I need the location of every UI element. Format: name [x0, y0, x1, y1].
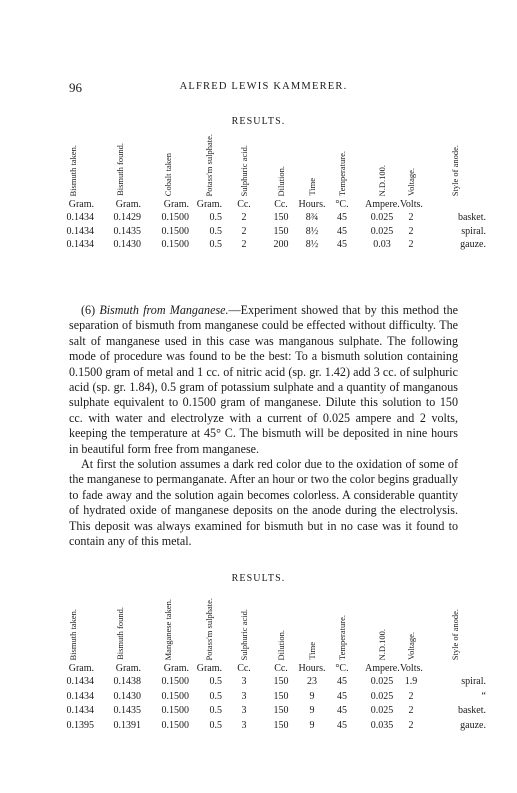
table2-cell: 45 — [337, 676, 347, 687]
table2-unit-5: Cc. — [274, 663, 288, 674]
table1-cell: 45 — [337, 225, 347, 237]
table2-cell: 45 — [337, 719, 347, 731]
running-title: ALFRED LEWIS KAMMERER. — [179, 81, 348, 92]
table1-cell: 0.025 — [370, 225, 394, 237]
table2-cell: 23 — [307, 676, 317, 687]
table2-cell: 0.1434 — [66, 705, 94, 716]
table2-header-dilution: Dilution. — [275, 630, 286, 661]
table2-cell: 0.1434 — [66, 676, 94, 687]
table2-cell: 0.025 — [370, 690, 394, 702]
table2-cell: 2 — [408, 719, 414, 731]
table1-cell: 0.1500 — [161, 225, 189, 237]
table2-cell: 0.1391 — [113, 719, 141, 731]
table2-header-n-d-100: N.D.100. — [376, 629, 387, 661]
table1-cell: 0.1435 — [113, 225, 141, 237]
table2-unit-4: Cc. — [237, 663, 251, 674]
table1-cell: 2 — [241, 225, 247, 237]
table1-unit-1: Gram. — [115, 199, 141, 210]
table2-unit-8: Ampere. — [365, 663, 400, 674]
table1-cell: 8½ — [305, 225, 319, 237]
paragraph-2: At first the solution assumes a dark red color due to the oxidation of some of the manganese to permanganate. After an hour or two the color begins gradually to fade away and the solution again becomes colorless. A considerable quantity of hydrated oxide of manganese deposits on the anode during the electrolysis. This deposit was always examined for bismuth but in no case was it found to contain any of this metal. — [69, 457, 458, 549]
table2-cell: 2 — [408, 705, 414, 716]
table2-header-voltage: Voltage. — [405, 632, 416, 660]
table1-cell: 0.1500 — [161, 212, 189, 223]
table2-cell: 0.1430 — [113, 690, 141, 702]
table1-cell: basket. — [457, 212, 486, 223]
table2-header-temperature: Temperature. — [336, 615, 347, 660]
table2-cell: 150 — [273, 690, 289, 702]
table1-cell: 0.1434 — [66, 212, 94, 223]
table1-header-bismuth-found: Bismuth found. — [114, 143, 125, 196]
table1-unit-6: Hours. — [298, 199, 326, 210]
table2-cell: 0.1500 — [161, 690, 189, 702]
table1-header-time: Time — [306, 178, 317, 196]
table2-unit-0: Gram. — [68, 663, 94, 674]
table1-title: RESULTS. — [231, 116, 286, 127]
table1-unit-7: °C. — [335, 199, 349, 210]
table1-cell: 8½ — [305, 239, 319, 250]
table1-cell: 150 — [273, 212, 289, 223]
table2-cell: 9 — [309, 719, 315, 731]
table2-unit-6: Hours. — [298, 663, 326, 674]
table2-unit-9: Volts. — [400, 663, 423, 674]
table2-cell: 0.5 — [209, 705, 222, 716]
table1-unit-0: Gram. — [68, 199, 94, 210]
table2-cell: 0.1434 — [66, 690, 94, 702]
table2-cell: 45 — [337, 705, 347, 716]
table2-cell: 0.5 — [209, 676, 222, 687]
table2-cell: 9 — [309, 690, 315, 702]
table1-cell: 0.5 — [209, 212, 222, 223]
table2-cell: 150 — [273, 676, 289, 687]
table2-cell: 45 — [337, 690, 347, 702]
table1-header-bismuth-taken: Bismuth taken. — [67, 145, 78, 197]
table1-header-potass-m-sulphate: Potass'm sulphate. — [203, 134, 214, 197]
table2-header-style-of-anode: Style of anode. — [449, 609, 460, 661]
table1-unit-4: Cc. — [237, 199, 251, 210]
table2-header-manganese-taken: Manganese taken. — [162, 599, 173, 661]
table1-cell: 2 — [241, 239, 247, 250]
table1-header-voltage: Voltage. — [405, 168, 416, 196]
table2-cell: 3 — [241, 676, 247, 687]
table1-cell: 45 — [337, 239, 347, 250]
paragraph-1-text: —Experiment showed that by this method the separation of bismuth from manganese could be effected without difficulty. The salt of manganese used in this case was manganous sulphate. The following mode of procedure was found to be the best: To a bismuth solution containing 0.1500 gram of metal and 1 cc. of nitric acid (sp. gr. 1.42) add 3 cc. of sulphuric acid (sp. gr. 1.84), 0.5 gram of potassium sulphate and a quantity of manganous sulphate equivalent to 0.1500 gram of manganese. Dilute this solution to 150 cc. with water and electrolyze with a current of 0.025 ampere and 2 volts, keeping the temperature at 45° C. The bismuth will be deposited in nine hours in beautiful form free from manganese. — [69, 303, 458, 456]
table1-unit-9: Volts. — [400, 199, 423, 210]
table1-unit-8: Ampere. — [365, 199, 400, 210]
table1-cell: 2 — [408, 239, 414, 250]
table1-cell: 45 — [337, 212, 347, 223]
table1-cell: 200 — [273, 239, 289, 250]
table2-cell: 0.025 — [370, 676, 394, 687]
table2-header-bismuth-found: Bismuth found. — [114, 607, 125, 660]
table2-cell: 0.1500 — [161, 719, 189, 731]
section-heading: Bismuth from Manganese. — [99, 303, 229, 317]
table2-cell: 1.9 — [404, 676, 418, 687]
table2-cell: 150 — [273, 719, 289, 731]
table2-header-time: Time — [306, 642, 317, 660]
table1-cell: 0.025 — [370, 212, 394, 223]
table1-cell: 2 — [408, 212, 414, 223]
table2-cell: 0.1395 — [66, 719, 94, 731]
table1-unit-2: Gram. — [163, 199, 189, 210]
table2-cell: basket. — [457, 705, 486, 716]
table1-cell: 0.1430 — [113, 239, 141, 250]
table2-cell: 0.1500 — [161, 705, 189, 716]
body-text — [69, 303, 458, 550]
table2-cell: 3 — [241, 719, 247, 731]
table2-cell: 0.1438 — [113, 676, 141, 687]
table2-header-bismuth-taken: Bismuth taken. — [67, 609, 78, 661]
table2-title: RESULTS. — [231, 573, 286, 584]
table1-cell: 8¾ — [305, 212, 319, 223]
table1-cell: 0.1434 — [66, 225, 94, 237]
table1-header-style-of-anode: Style of anode. — [449, 145, 460, 197]
table1-cell: spiral. — [461, 225, 486, 237]
table1-cell: 2 — [408, 225, 414, 237]
table2-header-sulphuric-acid: Sulphuric acid. — [238, 609, 249, 661]
table1-cell: 0.03 — [373, 239, 391, 250]
table2-unit-1: Gram. — [115, 663, 141, 674]
table2-cell: 0.1435 — [113, 705, 141, 716]
table2-cell: 0.1500 — [161, 676, 189, 687]
paragraph-bismuth-from-manganese — [69, 303, 458, 457]
table2-cell: spiral. — [461, 676, 486, 687]
table1-unit-3: Gram. — [196, 199, 222, 210]
table2-header-potass-m-sulphate: Potass'm sulphate. — [203, 598, 214, 661]
table1-header-cobalt-taken: Cobalt taken — [162, 153, 173, 197]
table1-header-temperature: Temperature. — [336, 151, 347, 196]
table2-unit-3: Gram. — [196, 663, 222, 674]
table1-unit-5: Cc. — [274, 199, 288, 210]
table2-cell: gauze. — [460, 719, 486, 731]
table2-cell: 3 — [241, 705, 247, 716]
table2-cell: 3 — [241, 690, 247, 702]
page-number: 96 — [69, 80, 82, 95]
table2-cell: 0.5 — [209, 719, 222, 731]
table2-cell: 2 — [408, 690, 414, 702]
page-header — [69, 80, 458, 96]
table2-cell: 0.5 — [209, 690, 222, 702]
table2-unit-7: °C. — [335, 663, 349, 674]
table1-cell: 0.1500 — [161, 239, 189, 250]
section-number: (6) — [81, 303, 100, 317]
table1-cell: 2 — [241, 212, 247, 223]
table2-cell: “ — [481, 690, 486, 702]
table1-header-dilution: Dilution. — [275, 166, 286, 197]
table2-cell: 150 — [273, 705, 289, 716]
table2-cell: 0.035 — [370, 719, 394, 731]
table1-cell: 150 — [273, 225, 289, 237]
table1-cell: 0.5 — [209, 239, 222, 250]
table1-cell: gauze. — [460, 239, 486, 250]
table2-cell: 0.025 — [370, 705, 394, 716]
table1-header-sulphuric-acid: Sulphuric acid. — [238, 145, 249, 197]
table1-cell: 0.5 — [209, 225, 222, 237]
table1-header-n-d-100: N.D.100. — [376, 165, 387, 197]
table2-unit-2: Gram. — [163, 663, 189, 674]
table1-cell: 0.1429 — [113, 212, 141, 223]
table1-cell: 0.1434 — [66, 239, 94, 250]
table2-cell: 9 — [309, 705, 315, 716]
